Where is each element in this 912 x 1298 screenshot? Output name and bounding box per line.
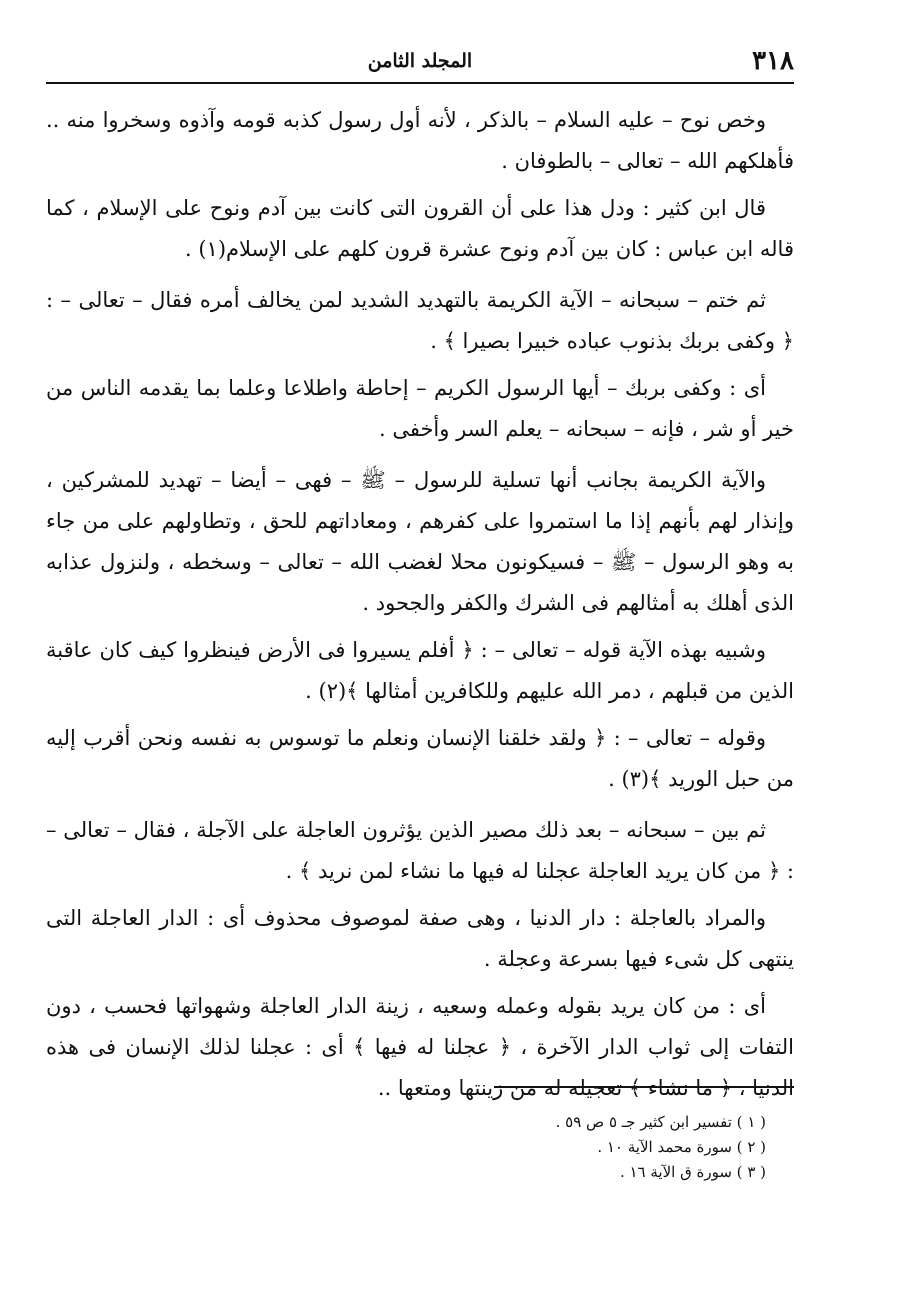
paragraph: أى : من كان يريد بقوله وعمله وسعيه ، زينة الدار العاجلة وشهواتها فحسب ، دون التفات إلى ثواب الدار الآخرة ، ﴿ عجلنا له فيها ﴾ أى : عجلنا لذلك الإنسان فى هذه الدنيا ، ﴿ ما نشاء ﴾ تعجيله له من زينتها ومتعها .. [46,994,794,1100]
paragraph: والمراد بالعاجلة : دار الدنيا ، وهى صفة لموصوف محذوف أى : الدار العاجلة التى ينتهى كل شىء فيها بسرعة وعجلة . [46,906,794,971]
paragraph: ثم بين – سبحانه – بعد ذلك مصير الذين يؤثرون العاجلة على الآجلة ، فقال – تعالى – : ﴿ من كان يريد العاجلة عجلنا له فيها ما نشاء لمن نريد ﴾ . [46,818,794,883]
footnote: ( ٣ ) سورة ق الآية ١٦ . [619,1163,766,1181]
running-title: المجلد الثامن [367,50,473,72]
paragraph: ثم ختم – سبحانه – الآية الكريمة بالتهديد الشديد لمن يخالف أمره فقال – تعالى – : ﴿ وكفى بربك بذنوب عباده خبيرا بصيرا ﴾ . [46,288,794,353]
footnotes [46,1110,766,1185]
paragraph: قال ابن كثير : ودل هذا على أن القرون التى كانت بين آدم ونوح على الإسلام ، كما قاله ابن عباس : كان بين آدم ونوح عشرة قرون كلهم على الإسلام(١) . [46,196,794,261]
paragraph: أى : وكفى بربك – أيها الرسول الكريم – إحاطة واطلاعا وعلما بما يقدمه الناس من خير أو شر ، فإنه – سبحانه – يعلم السر وأخفى . [46,376,794,441]
main-text [46,100,794,1115]
paragraph: وخص نوح – عليه السلام – بالذكر ، لأنه أول رسول كذبه قومه وآذوه وسخروا منه .. فأهلكهم الله – تعالى – بالطوفان . [46,108,794,173]
footnote: ( ٢ ) سورة محمد الآية ١٠ . [597,1138,766,1156]
page-header [46,40,794,78]
header-divider [46,82,794,84]
paragraph: وشبيه بهذه الآية قوله – تعالى – : ﴿ أفلم يسيروا فى الأرض فينظروا كيف كان عاقبة الذين من قبلهم ، دمر الله عليهم وللكافرين أمثالها ﴾(٢) . [46,638,794,703]
paragraph: والآية الكريمة بجانب أنها تسلية للرسول – ﷺ – فهى – أيضا – تهديد للمشركين ، وإنذار لهم بأنهم إذا ما استمروا على كفرهم ، ومعاداتهم للحق ، وتطاولهم على من جاء به وهو الرسول – ﷺ – فسيكونون محلا لغضب الله – تعالى – وسخطه ، ولنزول عذابه الذى أهلك به أمثالهم فى الشرك والكفر والجحود . [46,468,794,615]
footnote: ( ١ ) تفسير ابن كثير جـ ٥ ص ٥٩ . [555,1113,766,1131]
footnote-divider [494,1086,794,1088]
paragraph: وقوله – تعالى – : ﴿ ولقد خلقنا الإنسان ونعلم ما توسوس به نفسه ونحن أقرب إليه من حبل الوريد ﴾(٣) . [46,726,794,791]
page-number: ٣١٨ [752,46,794,76]
